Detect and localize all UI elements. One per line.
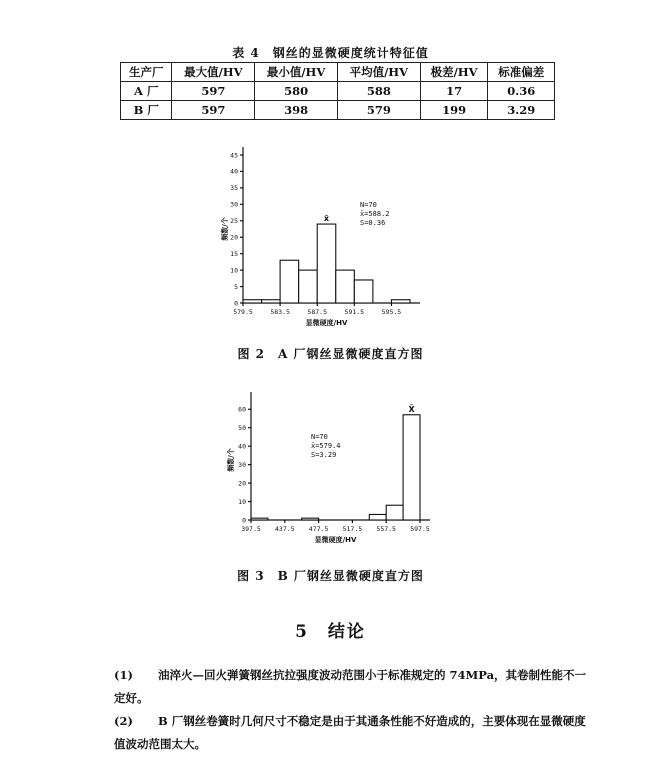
- y-tick-label: 20: [230, 233, 238, 242]
- x-tick-label: 591.5: [344, 308, 365, 316]
- histogram-bar: [386, 505, 403, 520]
- x-tick-label: 517.5: [342, 525, 363, 533]
- y-tick-label: 5: [234, 282, 238, 291]
- cell-range: 17: [420, 82, 488, 101]
- conclusion-1-text: 油淬火—回火弹簧钢丝抗拉强度波动范围小于标准规定的 74MPa，其卷制性能不一定好。: [114, 668, 587, 705]
- histogram-bar: [251, 518, 268, 520]
- x-tick-label: 583.5: [270, 308, 290, 316]
- header-factory: 生产厂: [121, 63, 172, 82]
- histogram-bar: [317, 224, 336, 303]
- header-min: 最小值/HV: [255, 63, 338, 82]
- figure-2-caption: 图 2 A 厂钢丝显微硬度直方图: [237, 347, 424, 361]
- x-tick-label: 579.5: [233, 308, 253, 316]
- x-tick-label: 477.5: [308, 525, 329, 533]
- x-tick-label: 557.5: [376, 525, 396, 533]
- histogram-b: [215, 380, 445, 550]
- cell-max: 597: [172, 101, 255, 120]
- cell-factory: B 厂: [121, 101, 172, 120]
- y-tick-label: 35: [230, 184, 238, 193]
- histogram-bar: [369, 514, 386, 520]
- cell-min: 398: [255, 101, 338, 120]
- cell-max: 597: [172, 82, 255, 101]
- table-header-row: [121, 63, 555, 82]
- mean-marker: x̄: [323, 214, 330, 224]
- histogram-bar: [299, 270, 318, 303]
- conclusion-2-number: (2): [114, 714, 133, 728]
- y-tick-label: 0: [234, 299, 238, 308]
- histogram-bar: [243, 300, 262, 303]
- x-tick-label: 397.5: [241, 525, 261, 533]
- section-title: 5 结论: [295, 622, 366, 642]
- y-tick-label: 40: [238, 442, 246, 451]
- figure-3-caption: 图 3 B 厂钢丝显微硬度直方图: [237, 569, 424, 583]
- header-mean: 平均值/HV: [337, 63, 420, 82]
- stat-line: N=70: [311, 433, 328, 441]
- histogram-bar: [302, 518, 319, 520]
- header-max: 最大值/HV: [172, 63, 255, 82]
- x-tick-label: 437.5: [275, 525, 295, 533]
- y-tick-label: 40: [230, 167, 238, 176]
- histogram-bar: [262, 300, 281, 303]
- stat-line: x̄=588.2: [360, 210, 390, 218]
- cell-std: 3.29: [488, 101, 555, 120]
- x-tick-label: 595.5: [381, 308, 402, 316]
- y-tick-label: 30: [230, 200, 238, 209]
- y-tick-label: 10: [238, 497, 246, 506]
- x-tick-label: 597.5: [410, 525, 430, 533]
- conclusion-1: [114, 664, 592, 710]
- hardness-stats-table: [120, 62, 555, 120]
- y-tick-label: 20: [238, 479, 246, 488]
- y-tick-label: 25: [230, 217, 238, 226]
- table-row: [121, 101, 555, 120]
- x-tick-label: 587.5: [307, 308, 328, 316]
- histogram-bar: [336, 270, 355, 303]
- y-tick-label: 0: [242, 516, 246, 525]
- y-tick-label: 60: [238, 405, 246, 414]
- conclusion-2-text: B 厂钢丝卷簧时几何尺寸不稳定是由于其通条性能不好造成的，主要体现在显微硬度值波动范围太大。: [114, 714, 586, 751]
- table-caption: 表 4 钢丝的显微硬度统计特征值: [232, 46, 429, 60]
- y-tick-label: 30: [238, 460, 246, 469]
- cell-mean: 579: [337, 101, 420, 120]
- header-range: 极差/HV: [420, 63, 488, 82]
- y-tick-label: 15: [230, 249, 238, 258]
- x-axis-title: 显微硬度/HV: [305, 319, 348, 327]
- cell-std: 0.36: [488, 82, 555, 101]
- y-tick-label: 10: [230, 266, 238, 275]
- histogram-bar: [391, 300, 410, 303]
- mean-marker: X̄: [408, 404, 415, 414]
- cell-factory: A 厂: [121, 82, 172, 101]
- cell-mean: 588: [337, 82, 420, 101]
- table-row: [121, 82, 555, 101]
- y-axis-title: 频数/个: [221, 217, 229, 241]
- y-tick-label: 45: [230, 151, 238, 160]
- stat-line: S=3.29: [311, 451, 337, 459]
- conclusion-2: [114, 710, 592, 756]
- header-std: 标准偏差: [488, 63, 555, 82]
- histogram-bar: [354, 280, 373, 303]
- histogram-a: [215, 135, 435, 335]
- stat-line: N=70: [360, 201, 377, 209]
- histogram-bar: [403, 415, 420, 520]
- cell-min: 580: [255, 82, 338, 101]
- y-axis-title: 频数/个: [227, 448, 235, 472]
- cell-range: 199: [420, 101, 488, 120]
- stat-line: S=0.36: [360, 219, 386, 227]
- stat-line: x̄=579.4: [311, 442, 341, 450]
- y-tick-label: 50: [238, 423, 246, 432]
- x-axis-title: 显微硬度/HV: [314, 536, 357, 544]
- conclusion-1-number: (1): [114, 668, 133, 682]
- histogram-bar: [280, 260, 299, 303]
